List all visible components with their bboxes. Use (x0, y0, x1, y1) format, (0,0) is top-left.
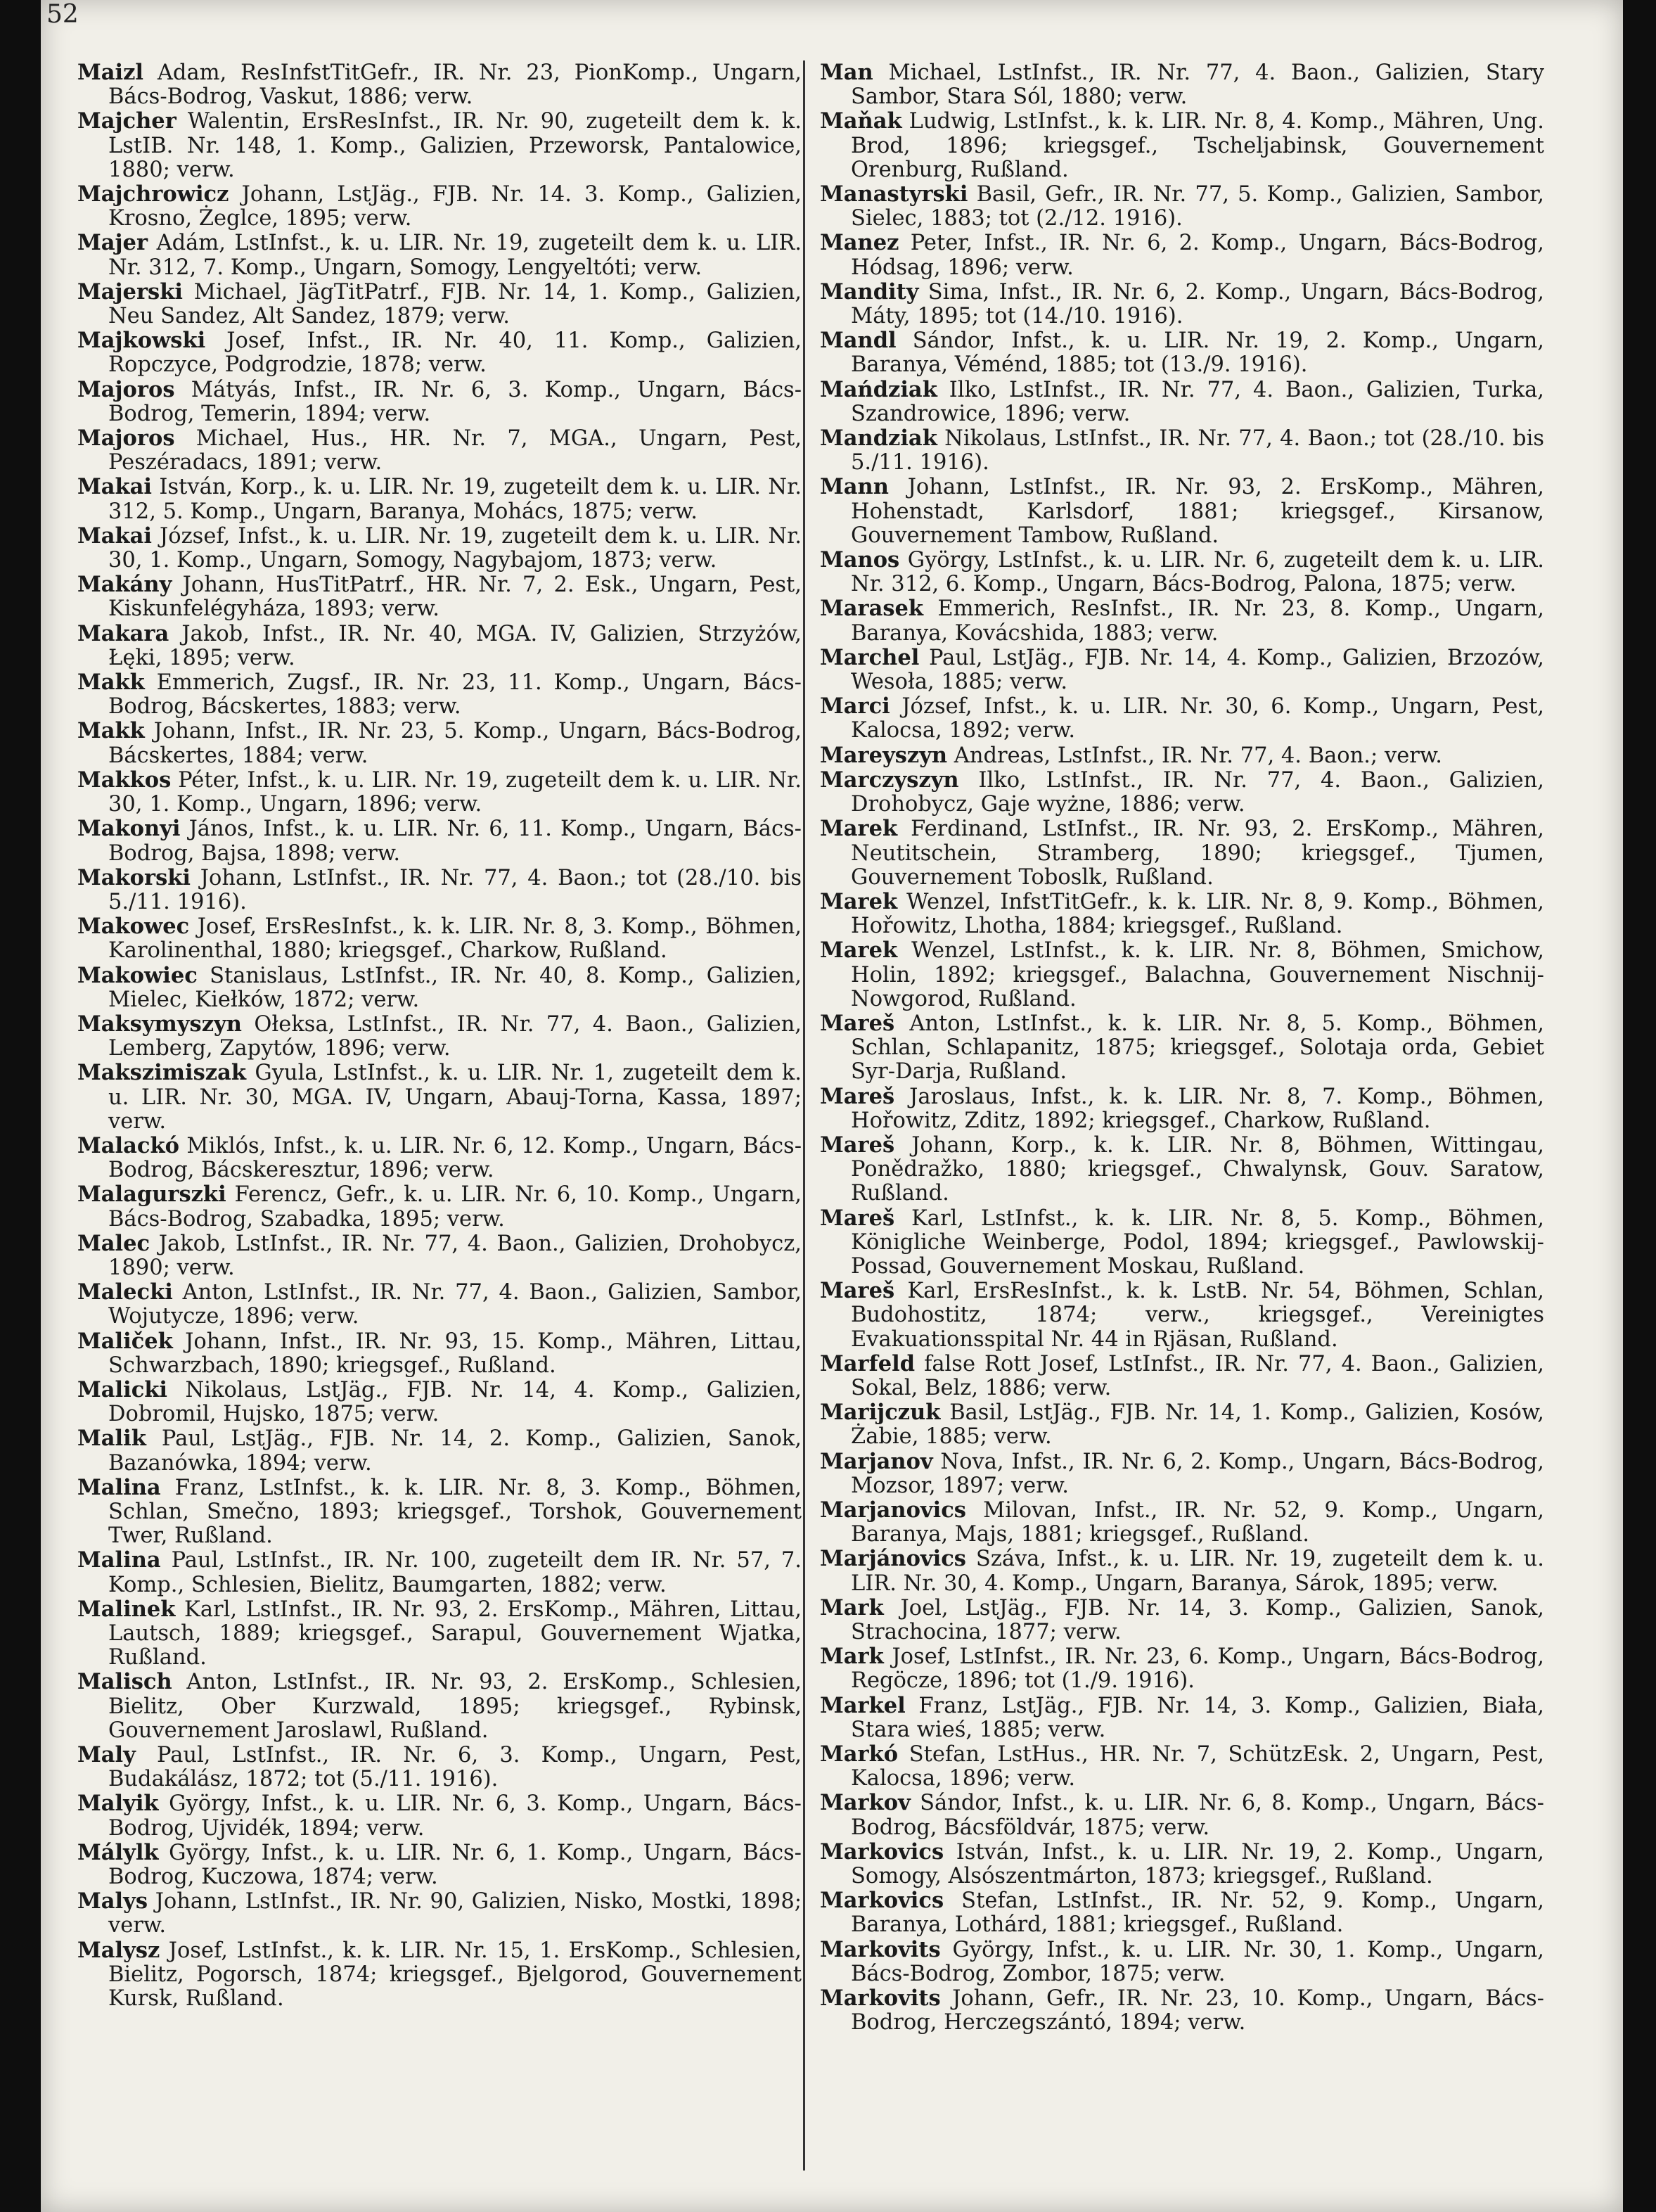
entry-details: Stefan, LstHus., HR. Nr. 7, SchützEsk. 2, Ungarn, Pest, Kalocsa, 1896; verw. (851, 1742, 1544, 1791)
list-item (77, 1791, 802, 1840)
entry-details: Nikolaus, LstJäg., FJB. Nr. 14, 4. Komp., Galizien, Dobromil, Hujsko, 1875; verw. (108, 1377, 802, 1427)
entry-details: Mátyás, Infst., IR. Nr. 6, 3. Komp., Ungarn, Bács-Bodrog, Temerin, 1894; verw. (108, 377, 802, 426)
entry-details: Wenzel, LstInfst., k. k. LIR. Nr. 8, Böhmen, Smichow, Holin, 1892; kriegsgef., Balachna, Gouvernement Nischnij-Nowgorod, Rußland. (851, 938, 1544, 1011)
entry-surname: Majkowski (77, 328, 206, 354)
list-item (77, 231, 802, 279)
entry-details: Emmerich, ResInfst., IR. Nr. 23, 8. Komp., Ungarn, Baranya, Kovácshida, 1883; verw. (851, 596, 1544, 646)
list-item (820, 646, 1544, 694)
entry-surname: Marijczuk (820, 1400, 941, 1426)
entry-details: Josef, LstInfst., IR. Nr. 23, 6. Komp., Ungarn, Bács-Bodrog, Regöcze, 1896; tot (1./9. 1916). (851, 1644, 1544, 1694)
list-item (820, 1742, 1544, 1791)
entry-details: Joel, LstJäg., FJB. Nr. 14, 3. Komp., Galizien, Sanok, Strachocina, 1877; verw. (851, 1595, 1544, 1644)
entry-surname: Manastyrski (820, 181, 968, 207)
entry-details: Miklós, Infst., k. u. LIR. Nr. 6, 12. Komp., Ungarn, Bács-Bodrog, Bácskeresztur, 1896; verw. (108, 1133, 802, 1183)
list-item (77, 1182, 802, 1231)
entry-details: Johann, Gefr., IR. Nr. 23, 10. Komp., Ungarn, Bács-Bodrog, Herczegszántó, 1894; verw. (851, 1986, 1544, 2035)
entry-details: Jakob, LstInfst., IR. Nr. 77, 4. Baon., Galizien, Drohobycz, 1890; verw. (108, 1231, 802, 1280)
entry-surname: Markel (820, 1692, 906, 1718)
list-item (820, 1840, 1544, 1888)
entry-details: Michael, JägTitPatrf., FJB. Nr. 14, 1. Komp., Galizien, Neu Sandez, Alt Sandez, 1879; verw. (108, 279, 802, 329)
list-item (820, 1352, 1544, 1400)
entry-surname: Malysz (77, 1937, 160, 1963)
entry-surname: Majoros (77, 426, 175, 452)
entry-details: Johann, Korp., k. k. LIR. Nr. 8, Böhmen, Wittingau, Ponědražko, 1880; kriegsgef., Chwalynsk, Gouv. Saratow, Rußland. (851, 1132, 1544, 1206)
entry-surname: Markó (820, 1741, 899, 1767)
entry-details: Sándor, Infst., k. u. LIR. Nr. 6, 8. Komp., Ungarn, Bács-Bodrog, Bácsföldvár, 1875; verw. (851, 1791, 1544, 1840)
entry-surname: Manez (820, 230, 899, 256)
entry-surname: Mark (820, 1594, 884, 1620)
list-item (820, 182, 1544, 231)
list-item (77, 328, 802, 377)
list-item (820, 1450, 1544, 1498)
entry-surname: Makorski (77, 864, 191, 890)
entry-details: Andreas, LstInfst., IR. Nr. 77, 4. Baon.; verw. (947, 743, 1443, 768)
entry-surname: Malinek (77, 1596, 176, 1622)
entry-details: Karl, ErsResInfst., k. k. LstB. Nr. 54, Böhmen, Schlan, Budohostitz, 1874; verw., kriegsgef., Vereinigtes Evakuationsspital Nr. 44 in Rjäsan, Rußland. (851, 1279, 1544, 1352)
entry-surname: Mareš (820, 1010, 895, 1036)
entry-details: Ludwig, LstInfst., k. k. LIR. Nr. 8, 4. Komp., Mähren, Ung. Brod, 1896; kriegsgef., Tscheljabinsk, Gouvernement Orenburg, Rußland. (851, 109, 1544, 182)
list-item (820, 938, 1544, 1011)
entry-surname: Markovics (820, 1839, 944, 1865)
entry-details: György, Infst., k. u. LIR. Nr. 6, 1. Komp., Ungarn, Bács-Bodrog, Kuczowa, 1874; verw. (108, 1840, 802, 1890)
entry-details: Ilko, LstInfst., IR. Nr. 77, 4. Baon., Galizien, Drohobycz, Gaje wyżne, 1886; verw. (851, 767, 1544, 817)
list-item (77, 1889, 802, 1938)
list-item (77, 768, 802, 817)
entry-details: Johann, LstInfst., IR. Nr. 77, 4. Baon.; tot (28./10. bis 5./11. 1916). (108, 865, 802, 914)
list-item (77, 622, 802, 670)
entry-details: Karl, LstInfst., IR. Nr. 93, 2. ErsKomp., Mähren, Littau, Lautsch, 1889; kriegsgef., Sarapul, Gouvernement Wjatka, Rußland. (108, 1597, 802, 1670)
entry-details: Walentin, ErsResInfst., IR. Nr. 90, zugeteilt dem k. k. LstIB. Nr. 148, 1. Komp., Galizien, Przeworsk, Pantalowice, 1880; verw. (108, 109, 802, 182)
list-item (77, 1938, 802, 2012)
entry-surname: Makány (77, 572, 172, 598)
entry-surname: Malicki (77, 1376, 167, 1402)
entry-details: Gyula, LstInfst., k. u. LIR. Nr. 1, zugeteilt dem k. u. LIR. Nr. 30, MGA. IV, Ungarn, Abauj-Torna, Kassa, 1897; verw. (108, 1061, 802, 1134)
entry-surname: Makai (77, 523, 153, 549)
entry-details: Anton, LstInfst., k. k. LIR. Nr. 8, 5. Komp., Böhmen, Schlan, Schlapanitz, 1875; kriegsgef., Solotaja orda, Gebiet Syr-Darja, Rußland. (851, 1011, 1544, 1085)
list-item (77, 426, 802, 475)
entry-surname: Malisch (77, 1669, 172, 1695)
entry-surname: Makowiec (77, 962, 198, 988)
entry-surname: Markovits (820, 1986, 941, 2012)
list-item (820, 231, 1544, 279)
list-item (820, 1498, 1544, 1547)
entry-surname: Makszimiszak (77, 1060, 246, 1086)
entry-surname: Markovics (820, 1888, 944, 1914)
left-column (77, 60, 802, 2011)
entry-details: Basil, LstJäg., FJB. Nr. 14, 1. Komp., Galizien, Kosów, Żabie, 1885; verw. (851, 1400, 1544, 1450)
list-item (77, 182, 802, 231)
list-item (820, 1400, 1544, 1449)
list-item (77, 1670, 802, 1743)
entry-surname: Markov (820, 1790, 911, 1816)
entry-details: Johann, LstInfst., IR. Nr. 93, 2. ErsKomp., Mähren, Hohenstadt, Karlsdorf, 1881; kriegsgef., Kirsanow, Gouvernement Tambow, Rußland. (851, 475, 1544, 548)
entry-details: Adam, ResInfstTitGefr., IR. Nr. 23, PionKomp., Ungarn, Bács-Bodrog, Vaskut, 1886; verw. (108, 60, 802, 110)
entry-surname: Marek (820, 816, 898, 842)
entry-details: Adám, LstInfst., k. u. LIR. Nr. 19, zugeteilt dem k. u. LIR. Nr. 312, 7. Komp., Ungarn, Somogy, Lengyeltóti; verw. (108, 231, 802, 280)
entry-details: Johann, Infst., IR. Nr. 23, 5. Komp., Ungarn, Bács-Bodrog, Bácskertes, 1884; verw. (108, 719, 802, 768)
entry-details: Péter, Infst., k. u. LIR. Nr. 19, zugeteilt dem k. u. LIR. Nr. 30, 1. Komp., Ungarn, 1896; verw. (108, 767, 802, 817)
entry-surname: Mark (820, 1644, 884, 1670)
column-divider (803, 60, 805, 2171)
list-item (820, 1596, 1544, 1644)
entry-details: Milovan, Infst., IR. Nr. 52, 9. Komp., Ungarn, Baranya, Majs, 1881; kriegsgef., Rußland. (851, 1497, 1544, 1547)
entry-surname: Marek (820, 888, 898, 914)
entry-surname: Marci (820, 693, 890, 720)
entry-surname: Marczyszyn (820, 767, 959, 793)
entry-surname: Mandity (820, 279, 919, 305)
entry-surname: Maizl (77, 60, 144, 85)
entry-surname: Majcher (77, 108, 176, 134)
document-page (41, 0, 1623, 2212)
entry-details: Jaroslaus, Infst., k. k. LIR. Nr. 8, 7. Komp., Böhmen, Hořowitz, Zditz, 1892; kriegsgef., Charkow, Rußland. (851, 1084, 1544, 1133)
entry-details: Franz, LstInfst., k. k. LIR. Nr. 8, 3. Komp., Böhmen, Schlan, Smečno, 1893; kriegsgef., Torshok, Gouvernement Twer, Rußland. (108, 1475, 802, 1549)
entry-surname: Mareš (820, 1132, 895, 1158)
list-item (820, 1644, 1544, 1693)
list-item (820, 548, 1544, 596)
list-item (77, 573, 802, 621)
list-item (77, 1426, 802, 1475)
list-item (77, 378, 802, 426)
list-item (77, 1280, 802, 1329)
list-item (820, 596, 1544, 645)
entry-surname: Makowec (77, 914, 190, 940)
list-item (77, 524, 802, 573)
list-item (77, 280, 802, 328)
entry-surname: Mareš (820, 1278, 895, 1304)
entry-surname: Makonyi (77, 816, 181, 842)
list-item (820, 1206, 1544, 1279)
page-number: 52 (46, 0, 79, 29)
entry-details: József, Infst., k. u. LIR. Nr. 19, zugeteilt dem k. u. LIR. Nr. 30, 1. Komp., Ungarn, Somogy, Nagybajom, 1873; verw. (108, 523, 802, 573)
entry-surname: Mandl (820, 328, 897, 354)
list-item (77, 914, 802, 963)
entry-details: Ferencz, Gefr., k. u. LIR. Nr. 6, 10. Komp., Ungarn, Bács-Bodrog, Szabadka, 1895; verw. (108, 1182, 802, 1232)
entry-surname: Marjanov (820, 1448, 933, 1474)
entry-details: Josef, LstInfst., k. k. LIR. Nr. 15, 1. ErsKomp., Schlesien, Bielitz, Pogorsch, 1874; kriegsgef., Bjelgorod, Gouvernement Kursk, Rußland. (108, 1938, 802, 2012)
list-item (820, 475, 1544, 548)
entry-details: György, Infst., k. u. LIR. Nr. 30, 1. Komp., Ungarn, Bács-Bodrog, Zombor, 1875; verw. (851, 1937, 1544, 1986)
list-item (77, 475, 802, 523)
entry-surname: Marfeld (820, 1350, 916, 1376)
entry-surname: Mareš (820, 1083, 895, 1109)
list-item (820, 1085, 1544, 1133)
entry-details: Karl, LstInfst., k. k. LIR. Nr. 8, 5. Komp., Böhmen, Königliche Weinberge, Podol, 1894; kriegsgef., Pawlowskij-Possad, Gouvernement Moskau, Rußland. (851, 1206, 1544, 1279)
entry-details: György, Infst., k. u. LIR. Nr. 6, 3. Komp., Ungarn, Bács-Bodrog, Ujvidék, 1894; verw. (108, 1791, 802, 1841)
entry-details: Nikolaus, LstInfst., IR. Nr. 77, 4. Baon.; tot (28./10. bis 5./11. 1916). (851, 426, 1544, 475)
list-item (77, 1012, 802, 1061)
entry-details: György, LstInfst., k. u. LIR. Nr. 6, zugeteilt dem k. u. LIR. Nr. 312, 6. Komp., Ungarn, Bács-Bodrog, Palona, 1875; verw. (851, 548, 1544, 597)
list-item (820, 1986, 1544, 2035)
entry-details: Anton, LstInfst., IR. Nr. 93, 2. ErsKomp., Schlesien, Bielitz, Ober Kurzwald, 1895; kriegsgef., Rybinsk, Gouvernement Jaroslawl, Rußland. (108, 1670, 802, 1743)
list-item (820, 743, 1544, 768)
list-item (820, 378, 1544, 426)
entry-details: Josef, Infst., IR. Nr. 40, 11. Komp., Galizien, Ropczyce, Podgrodzie, 1878; verw. (108, 328, 802, 378)
entry-details: Johann, Infst., IR. Nr. 93, 15. Komp., Mähren, Littau, Schwarzbach, 1890; kriegsgef., Rußland. (108, 1329, 802, 1378)
entry-surname: Marjánovics (820, 1546, 966, 1572)
entry-surname: Majerski (77, 279, 183, 305)
list-item (77, 60, 802, 109)
list-item (77, 1548, 802, 1597)
list-item (820, 109, 1544, 182)
entry-surname: Marjanovics (820, 1497, 966, 1523)
list-item (77, 1378, 802, 1426)
list-item (820, 1133, 1544, 1206)
entry-details: Nova, Infst., IR. Nr. 6, 2. Komp., Ungarn, Bács-Bodrog, Mozsor, 1897; verw. (851, 1449, 1544, 1498)
entry-details: Paul, LstInfst., IR. Nr. 6, 3. Komp., Ungarn, Pest, Budakálász, 1872; tot (5./11. 1916). (108, 1743, 802, 1792)
entry-surname: Makai (77, 474, 153, 500)
entry-surname: Malackó (77, 1132, 179, 1158)
entry-details: Száva, Infst., k. u. LIR. Nr. 19, zugeteilt dem k. u. LIR. Nr. 30, 4. Komp., Ungarn, Baranya, Sárok, 1895; verw. (851, 1547, 1544, 1596)
entry-details: Sima, Infst., IR. Nr. 6, 2. Komp., Ungarn, Bács-Bodrog, Máty, 1895; tot (14./10. 1916). (851, 279, 1544, 329)
entry-details: false Rott Josef, LstInfst., IR. Nr. 77, 4. Baon., Galizien, Sokal, Belz, 1886; verw. (851, 1351, 1544, 1400)
entry-surname: Makk (77, 718, 145, 744)
entry-surname: Mandziak (820, 426, 937, 452)
list-item (77, 1743, 802, 1791)
entry-details: Paul, LstInfst., IR. Nr. 100, zugeteilt dem IR. Nr. 57, 7. Komp., Schlesien, Bielitz, Baumgarten, 1882; verw. (108, 1548, 802, 1597)
entry-surname: Majer (77, 230, 148, 256)
entry-surname: Mareš (820, 1205, 895, 1231)
list-item (820, 890, 1544, 938)
entry-surname: Marasek (820, 596, 924, 622)
entry-details: Ferdinand, LstInfst., IR. Nr. 93, 2. ErsKomp., Mähren, Neutitschein, Stramberg, 1890; kriegsgef., Tjumen, Gouvernement Toboslk, Rußland. (851, 817, 1544, 890)
list-item (77, 1841, 802, 1889)
entry-details: János, Infst., k. u. LIR. Nr. 6, 11. Komp., Ungarn, Bács-Bodrog, Bajsa, 1898; verw. (108, 817, 802, 866)
entry-surname: Malagurszki (77, 1182, 226, 1208)
list-item (820, 1791, 1544, 1839)
list-item (77, 1329, 802, 1378)
entry-surname: Malina (77, 1547, 161, 1573)
list-item (77, 964, 802, 1012)
entry-details: József, Infst., k. u. LIR. Nr. 30, 6. Komp., Ungarn, Pest, Kalocsa, 1892; verw. (851, 694, 1544, 743)
entry-surname: Marchel (820, 644, 920, 670)
entry-surname: Mańdziak (820, 376, 937, 402)
list-item (77, 866, 802, 914)
entry-surname: Maly (77, 1742, 136, 1768)
list-item (820, 426, 1544, 475)
entry-surname: Malina (77, 1474, 161, 1500)
right-column (820, 60, 1544, 2035)
entry-surname: Maksymyszyn (77, 1011, 242, 1037)
entry-details: Sándor, Infst., k. u. LIR. Nr. 19, 2. Komp., Ungarn, Baranya, Véménd, 1885; tot (13./9. 1916). (851, 328, 1544, 378)
list-item (77, 817, 802, 865)
list-item (77, 1134, 802, 1182)
entry-details: Stefan, LstInfst., IR. Nr. 52, 9. Komp., Ungarn, Baranya, Lothárd, 1881; kriegsgef., Rußland. (851, 1888, 1544, 1938)
list-item (77, 109, 802, 182)
entry-surname: Malecki (77, 1279, 173, 1305)
entry-details: Franz, LstJäg., FJB. Nr. 14, 3. Komp., Galizien, Biała, Stara wieś, 1885; verw. (851, 1693, 1544, 1742)
list-item (77, 1597, 802, 1670)
list-item (820, 1938, 1544, 1986)
list-item (820, 768, 1544, 817)
entry-surname: Maňak (820, 108, 902, 134)
entry-surname: Maliček (77, 1328, 173, 1354)
entry-details: Johann, HusTitPatrf., HR. Nr. 7, 2. Esk., Ungarn, Pest, Kiskunfelégyháza, 1893; verw. (108, 573, 802, 622)
entry-surname: Malec (77, 1230, 150, 1256)
entry-details: Anton, LstInfst., IR. Nr. 77, 4. Baon., Galizien, Sambor, Wojutycze, 1896; verw. (108, 1280, 802, 1329)
entry-surname: Majchrowicz (77, 181, 229, 207)
list-item (820, 328, 1544, 377)
entry-details: Josef, ErsResInfst., k. k. LIR. Nr. 8, 3. Komp., Böhmen, Karolinenthal, 1880; kriegsgef., Charkow, Rußland. (108, 914, 802, 964)
list-item (77, 1061, 802, 1134)
list-item (820, 1011, 1544, 1085)
entry-details: Basil, Gefr., IR. Nr. 77, 5. Komp., Galizien, Sambor, Sielec, 1883; tot (2./12. 1916). (851, 182, 1544, 231)
entry-details: Emmerich, Zugsf., IR. Nr. 23, 11. Komp., Ungarn, Bács-Bodrog, Bácskertes, 1883; verw. (108, 670, 802, 720)
entry-surname: Malys (77, 1888, 148, 1914)
list-item (820, 1694, 1544, 1742)
list-item (820, 1888, 1544, 1937)
entry-surname: Man (820, 60, 873, 85)
entry-details: Michael, LstInfst., IR. Nr. 77, 4. Baon., Galizien, Stary Sambor, Stara Sól, 1880; verw. (851, 60, 1544, 110)
entry-details: Wenzel, InfstTitGefr., k. k. LIR. Nr. 8, 9. Komp., Böhmen, Hořowitz, Lhotha, 1884; kriegsgef., Rußland. (851, 889, 1544, 939)
list-item (77, 719, 802, 767)
entry-surname: Málylk (77, 1839, 159, 1865)
entry-surname: Majoros (77, 376, 175, 402)
entry-surname: Mareyszyn (820, 742, 948, 768)
entry-surname: Makkos (77, 767, 172, 793)
list-item (820, 60, 1544, 109)
list-item (820, 280, 1544, 328)
entry-surname: Mann (820, 474, 889, 500)
list-item (820, 694, 1544, 743)
entry-details: Paul, LstJäg., FJB. Nr. 14, 4. Komp., Galizien, Brzozów, Wesoła, 1885; verw. (851, 645, 1544, 695)
list-item (77, 1476, 802, 1549)
list-item (820, 1279, 1544, 1352)
entry-surname: Malik (77, 1426, 146, 1452)
list-item (820, 817, 1544, 890)
list-item (77, 1232, 802, 1280)
entry-surname: Makara (77, 620, 169, 646)
entry-details: István, Korp., k. u. LIR. Nr. 19, zugeteilt dem k. u. LIR. Nr. 312, 5. Komp., Ungarn, Baranya, Mohács, 1875; verw. (108, 475, 802, 524)
list-item (77, 670, 802, 719)
entry-details: Peter, Infst., IR. Nr. 6, 2. Komp., Ungarn, Bács-Bodrog, Hódsag, 1896; verw. (851, 231, 1544, 280)
entry-details: Ołeksa, LstInfst., IR. Nr. 77, 4. Baon., Galizien, Lemberg, Zapytów, 1896; verw. (108, 1011, 802, 1061)
entry-surname: Manos (820, 547, 900, 573)
list-item (820, 1547, 1544, 1595)
entry-details: Michael, Hus., HR. Nr. 7, MGA., Ungarn, Pest, Peszéradacs, 1891; verw. (108, 426, 802, 475)
entry-details: Jakob, Infst., IR. Nr. 40, MGA. IV, Galizien, Strzyżów, Łęki, 1895; verw. (108, 621, 802, 670)
entry-details: Stanislaus, LstInfst., IR. Nr. 40, 8. Komp., Galizien, Mielec, Kiełków, 1872; verw. (108, 963, 802, 1012)
entry-details: Johann, LstJäg., FJB. Nr. 14. 3. Komp., Galizien, Krosno, Żeglce, 1895; verw. (108, 182, 802, 231)
entry-surname: Makk (77, 670, 145, 696)
entry-details: Paul, LstJäg., FJB. Nr. 14, 2. Komp., Galizien, Sanok, Bazanówka, 1894; verw. (108, 1426, 802, 1476)
entry-surname: Malyik (77, 1791, 159, 1817)
entry-details: Ilko, LstInfst., IR. Nr. 77, 4. Baon., Galizien, Turka, Szandrowice, 1896; verw. (851, 377, 1544, 426)
entry-surname: Markovits (820, 1936, 941, 1962)
entry-details: Johann, LstInfst., IR. Nr. 90, Galizien, Nisko, Mostki, 1898; verw. (108, 1889, 802, 1938)
entry-surname: Marek (820, 938, 898, 964)
entry-details: István, Infst., k. u. LIR. Nr. 19, 2. Komp., Ungarn, Somogy, Alsószentmárton, 1873; kriegsgef., Rußland. (851, 1839, 1544, 1889)
